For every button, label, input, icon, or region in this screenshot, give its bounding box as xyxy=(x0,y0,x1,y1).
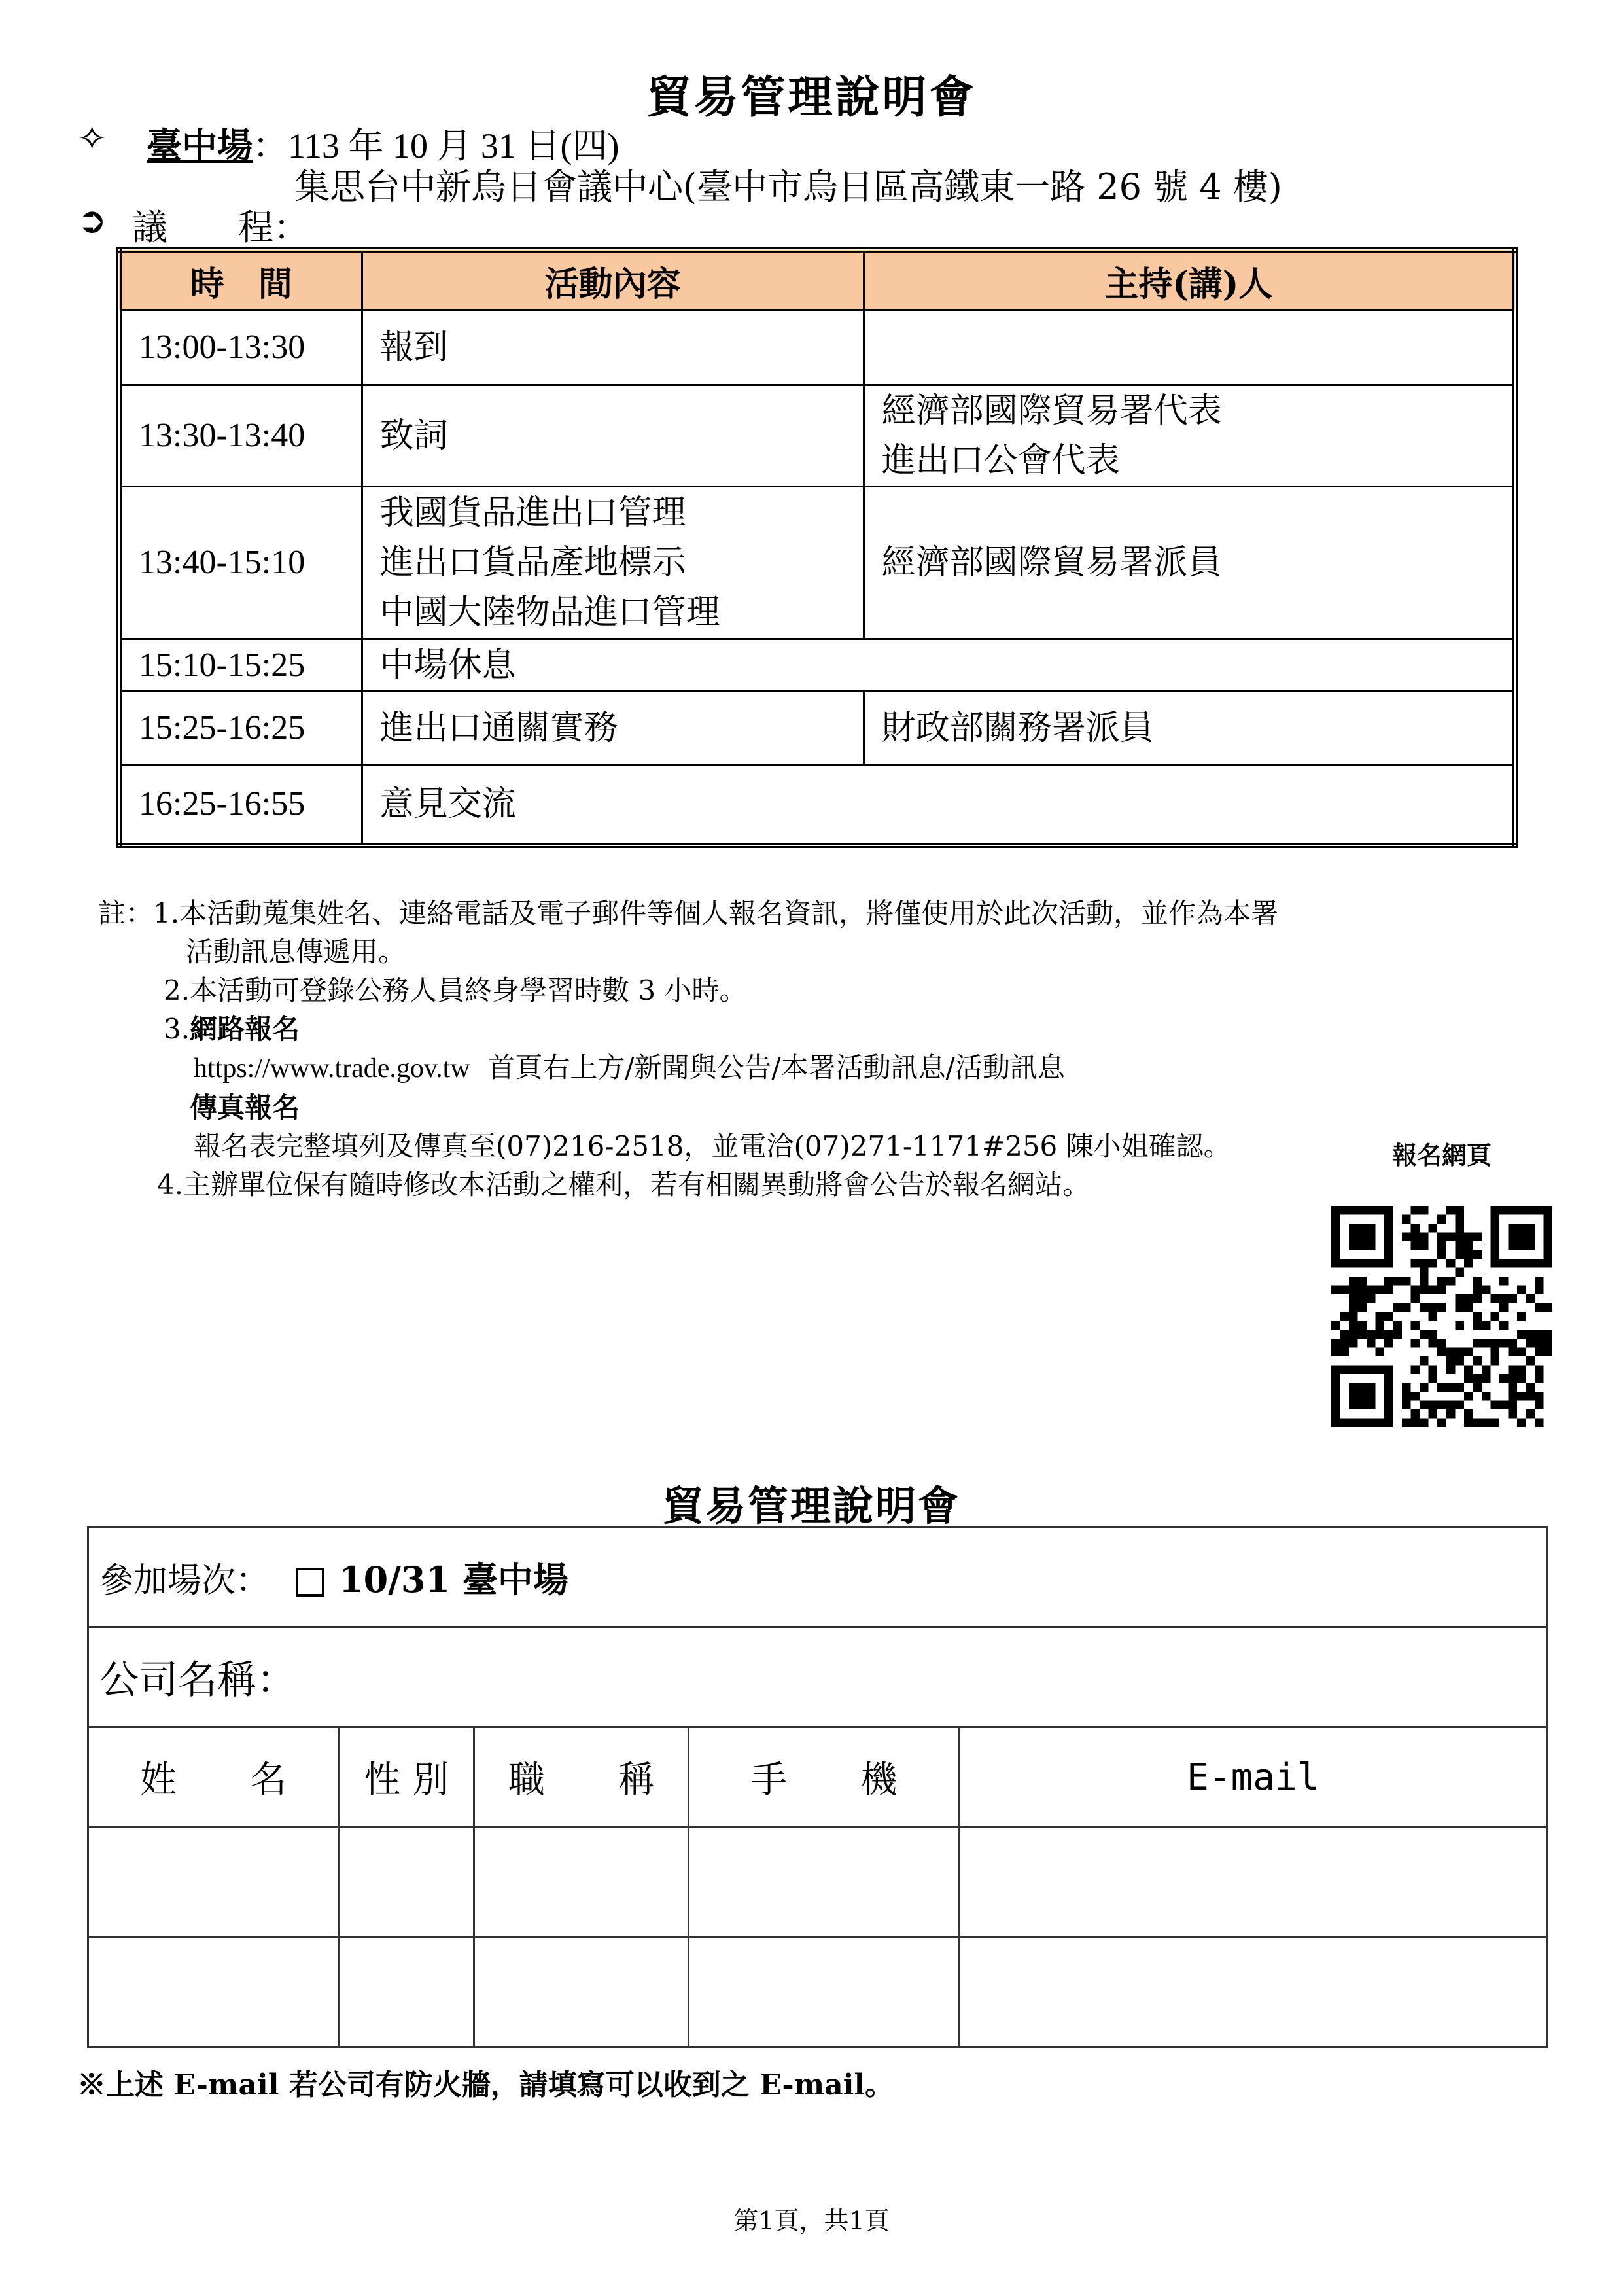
venue-line: 臺中場：113 年 10 月 31 日(四) xyxy=(147,124,620,166)
agenda-header-time: 時 間 xyxy=(119,250,362,310)
agenda-host xyxy=(864,385,1515,487)
page-number: 第1頁，共1頁 xyxy=(733,2206,890,2235)
name-field[interactable] xyxy=(88,1828,340,1937)
agenda-content xyxy=(362,765,1515,845)
note-online-label: 網路報名 xyxy=(190,1013,300,1045)
company-label: 公司名稱： xyxy=(99,1657,296,1703)
agenda-row xyxy=(119,692,1515,765)
agenda-host xyxy=(864,487,1515,639)
col-title: 職 稱 xyxy=(474,1727,689,1828)
agenda-content xyxy=(362,385,864,487)
col-gender: 性 別 xyxy=(339,1727,474,1828)
signup-path: 首頁右上方/新聞與公告/本署活動訊息/活動訊息 xyxy=(487,1051,1065,1084)
agenda-time: 13:40-15:10 xyxy=(119,487,362,639)
agenda-time: 16:25-16:55 xyxy=(119,765,362,845)
agenda-row xyxy=(119,310,1515,385)
agenda-content-line: 致詞 xyxy=(379,416,448,455)
agenda-host xyxy=(864,692,1515,765)
agenda-header-host: 主持(講)人 xyxy=(864,250,1515,310)
agenda-content-line: 中場休息 xyxy=(379,645,516,685)
agenda-host-line: 財政部關務署派員 xyxy=(881,708,1154,748)
agenda-time: 15:25-16:25 xyxy=(119,692,362,765)
note-1: 1.本活動蒐集姓名、連絡電話及電子郵件等個人報名資訊，將僅使用於此次活動，並作為本署 xyxy=(153,897,1279,929)
form-entry-row xyxy=(88,1937,1547,2047)
agenda-header-content: 活動內容 xyxy=(362,250,864,310)
agenda-time: 13:00-13:30 xyxy=(119,310,362,385)
email-footnote: ※上述 E-mail 若公司有防火牆，請填寫可以收到之 E-mail。 xyxy=(77,2068,894,2102)
arrow-bullet-icon: ➲ xyxy=(77,200,107,241)
title-field[interactable] xyxy=(474,1937,689,2047)
agenda-content xyxy=(362,692,864,765)
venue-place: 集思台中新烏日會議中心(臺中市烏日區高鐵東一路 26 號 4 樓) xyxy=(294,166,1282,207)
agenda-content-line: 報到 xyxy=(379,328,448,367)
agenda-label: 議 程： xyxy=(132,207,309,248)
form-title: 貿易管理說明會 xyxy=(662,1482,960,1530)
sparkle-bullet-icon: ✧ xyxy=(77,118,107,159)
agenda-content xyxy=(362,639,1515,692)
agenda-row xyxy=(119,385,1515,487)
venue-date: 113 年 10 月 31 日(四) xyxy=(288,126,620,166)
agenda-host-line: 經濟部國際貿易署派員 xyxy=(881,543,1222,582)
email-field[interactable] xyxy=(959,1828,1546,1937)
name-field[interactable] xyxy=(88,1937,340,2047)
qr-code-icon[interactable] xyxy=(1331,1206,1552,1427)
registration-form xyxy=(87,1526,1548,2048)
qr-label: 報名網頁 xyxy=(1392,1140,1492,1170)
agenda-time: 15:10-15:25 xyxy=(119,639,362,692)
agenda-header-row xyxy=(119,250,1515,310)
agenda-row xyxy=(119,765,1515,845)
session-label: 參加場次： xyxy=(99,1561,270,1600)
mobile-field[interactable] xyxy=(689,1828,960,1937)
col-email: E-mail xyxy=(959,1727,1546,1828)
signup-url-link[interactable]: https://www.trade.gov.tw xyxy=(194,1053,470,1084)
note-2: 2.本活動可登錄公務人員終身學習時數 3 小時。 xyxy=(164,974,747,1006)
agenda-content-line: 中國大陸物品進口管理 xyxy=(379,593,720,632)
agenda-host-line: 經濟部國際貿易署代表 xyxy=(881,391,1222,431)
form-entry-row xyxy=(88,1828,1547,1937)
note-4: 4.主辦單位保有隨時修改本活動之權利，若有相關異動將會公告於報名網站。 xyxy=(157,1169,1091,1201)
gender-field[interactable] xyxy=(339,1828,474,1937)
agenda-content-line: 意見交流 xyxy=(379,784,516,824)
gender-field[interactable] xyxy=(339,1937,474,2047)
agenda-row xyxy=(119,639,1515,692)
agenda-host-line: 進出口公會代表 xyxy=(881,441,1120,480)
note-fax: 報名表完整填列及傳真至(07)216-2518，並電洽(07)271-1171#256 陳小姐確認。 xyxy=(194,1130,1231,1162)
col-mobile: 手 機 xyxy=(689,1727,960,1828)
form-header-row xyxy=(88,1727,1547,1828)
email-field[interactable] xyxy=(959,1937,1546,2047)
agenda-time: 13:30-13:40 xyxy=(119,385,362,487)
agenda-host xyxy=(864,310,1515,385)
company-row xyxy=(88,1627,1547,1727)
col-name: 姓 名 xyxy=(88,1727,340,1828)
page-title: 貿易管理說明會 xyxy=(646,71,977,124)
mobile-field[interactable] xyxy=(689,1937,960,2047)
note-fax-label: 傳真報名 xyxy=(190,1091,300,1123)
agenda-row xyxy=(119,487,1515,639)
venue-label: 臺中場 xyxy=(147,124,253,166)
agenda-content-line: 進出口通關實務 xyxy=(379,708,618,748)
session-option: 10/31 臺中場 xyxy=(339,1558,568,1600)
title-field[interactable] xyxy=(474,1828,689,1937)
agenda-content xyxy=(362,310,864,385)
notes: 註：1.本活動蒐集姓名、連絡電話及電子郵件等個人報名資訊，將僅使用於此次活動，並作為本署 活動訊息傳遞用。 2.本活動可登錄公務人員終身學習時數 3 小時。 3.網路報名 https://www.trade.gov.tw 首頁右上方/新聞與公告/本署活動訊息/活動訊息 傳真報名 報名表完整填列及傳真至(07)216-2518，並電洽(07)271-1171#256 陳小姐確認。 4.主辦單位保有隨時修改本活動之權利，若有相關異動將會公告於報名網站。 xyxy=(98,894,1278,1204)
agenda-content-line: 我國貨品進出口管理 xyxy=(379,493,686,533)
session-row xyxy=(88,1527,1547,1627)
agenda-content-line: 進出口貨品產地標示 xyxy=(379,543,686,582)
session-checkbox[interactable] xyxy=(296,1568,324,1597)
agenda-content xyxy=(362,487,864,639)
agenda-table xyxy=(116,247,1518,848)
